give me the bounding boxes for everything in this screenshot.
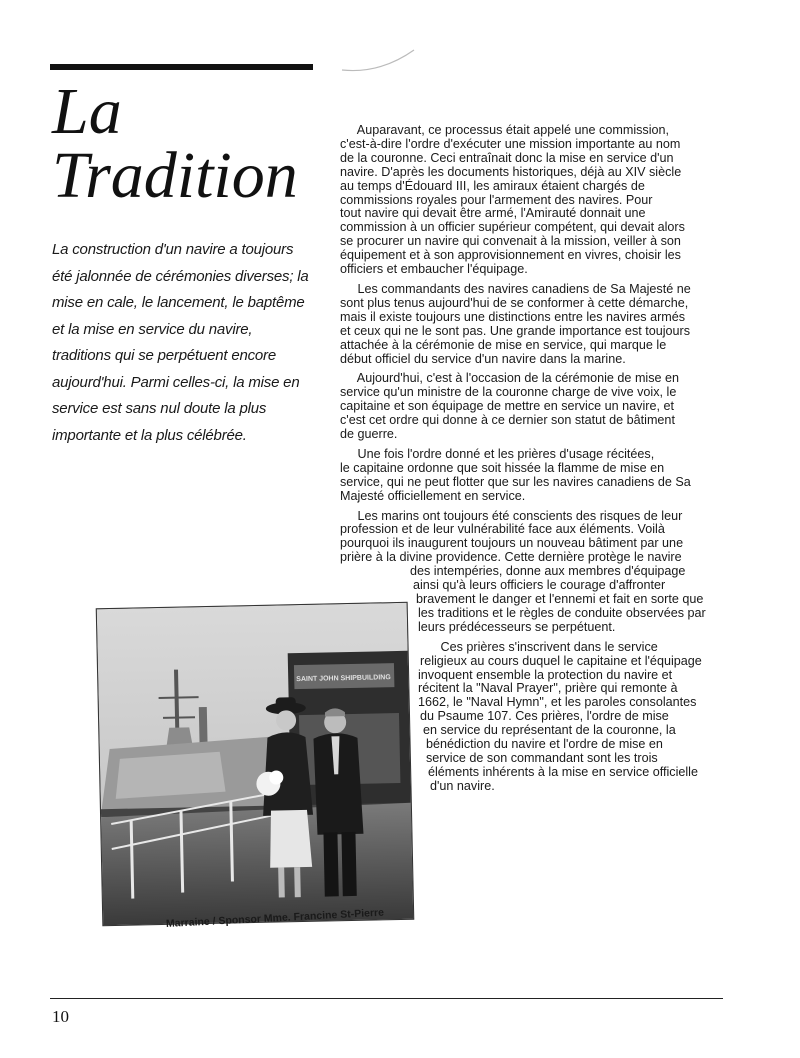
body-paragraph (340, 124, 725, 277)
body-line: 1662, le "Naval Hymn", et les paroles consolantes (418, 695, 697, 710)
body-line: commission à un officier supérieur compétent, qui devait alors (340, 220, 685, 235)
title-line-2: Tradition (52, 139, 298, 212)
body-line: en service du représentant de la couronne, la (423, 723, 676, 738)
body-line: du Psaume 107. Ces prières, l'ordre de mise (420, 709, 669, 724)
body-line: de la couronne. Ceci entraînait donc la mise en service d'un (340, 150, 674, 165)
body-paragraph (340, 283, 725, 366)
body-paragraph (340, 448, 725, 504)
body-line: ainsi qu'à leurs officiers le courage d'affronter (413, 578, 666, 593)
body-line: service qu'un ministre de la couronne charge de vive voix, le (340, 385, 677, 400)
body-line: équipement et à son approvisionnement en vivres, choisir les (340, 248, 681, 263)
body-line: commissions royales pour l'armement des navires. Pour (340, 192, 653, 207)
body-line: Les marins ont toujours été conscients des risques de leur (340, 508, 683, 523)
body-line: Auparavant, ce processus était appelé une commission, (340, 123, 670, 137)
body-line: profession et de leur vulnérabilité face aux éléments. Voilà (340, 522, 665, 537)
body-line: le capitaine ordonne que soit hissée la flamme de mise en (340, 460, 665, 475)
body-line: récitent la "Naval Prayer", prière qui remonte à (418, 681, 678, 696)
body-line: capitaine et son équipage de mettre en service un navire, et (340, 399, 674, 414)
body-line: d'un navire. (430, 778, 495, 793)
body-line: bénédiction du navire et l'ordre de mise en (426, 737, 663, 752)
intro-paragraph: La construction d'un navire a toujours été jalonnée de cérémonies diverses; la mise en cale, le lancement, le baptême et la mise en service du navire, traditions qui se perpétuent encore aujourd'hui. Parmi celles-ci, la mise en service est sans nul doute la plus importante et la plus célébrée. (52, 241, 309, 444)
decorative-stroke-mark (340, 40, 430, 80)
body-line: service de son commandant sont les trois (426, 750, 658, 765)
body-line: les traditions et le règles de conduite observées par (418, 605, 706, 620)
body-line: service, qui ne peut flotter que sur les navires canadiens de Sa (340, 474, 691, 489)
body-line: se procurer un navire qui convenait à la mission, veiller à son (340, 234, 681, 249)
body-line: leurs prédécesseurs se perpétuent. (418, 619, 616, 634)
body-line: pourquoi ils inaugurent toujours un nouveau bâtiment par une (340, 536, 684, 551)
body-line: invoquent ensemble la protection du navire et (418, 667, 673, 682)
page-title (52, 75, 342, 212)
body-line: mais il existe toujours une distinctions entre les navires armés (340, 309, 686, 324)
body-paragraph (340, 372, 725, 442)
body-line: sont plus tenus aujourd'hui de se conformer à cette démarche, (340, 295, 689, 310)
body-line: c'est cet ordre qui donne à ce dernier son statut de bâtiment (340, 413, 675, 428)
title-rule (50, 64, 313, 70)
body-line: Aujourd'hui, c'est à l'occasion de la cérémonie de mise en (340, 371, 680, 386)
shipyard-sign: SAINT JOHN SHIPBUILDING (296, 674, 391, 684)
body-line: officiers et embaucher l'équipage. (340, 262, 528, 277)
photo-illustration (97, 603, 414, 925)
body-line: Majesté officiellement en service. (340, 488, 526, 503)
body-line: début officiel du service d'un navire dans la marine. (340, 351, 626, 366)
body-line: des intempéries, donne aux membres d'équipage (410, 564, 686, 579)
body-line: de guerre. (340, 427, 398, 442)
footer-rule (50, 998, 723, 999)
body-line: Les commandants des navires canadiens de Sa Majesté ne (340, 281, 691, 296)
body-line: au temps d'Édouard III, les amiraux étaient chargés de (340, 178, 645, 193)
ceremony-photo (97, 603, 414, 925)
body-line: éléments inhérents à la mise en service officielle (428, 764, 698, 779)
body-line: c'est-à-dire l'ordre d'exécuter une mission importante au nom (340, 136, 681, 151)
body-line: bravement le danger et l'ennemi et fait en sorte que (416, 592, 704, 606)
body-line: et ceux qui ne le sont pas. Une grande importance est toujours (340, 323, 691, 338)
body-line: Ces prières s'inscrivent dans le service (423, 639, 658, 654)
body-line: prière à la divine providence. Cette dernière protège le navire (340, 550, 682, 565)
title-line-1: La (52, 75, 122, 148)
body-line: attachée à la cérémonie de mise en service, qui marque le (340, 337, 667, 352)
body-line: religieux au cours duquel le capitaine et l'équipage (420, 653, 702, 668)
body-line: navire. D'après les documents historiques, déjà au XIV siècle (340, 164, 682, 179)
body-line: Une fois l'ordre donné et les prières d'usage récitées, (340, 446, 655, 461)
body-line: tout navire qui devait être armé, l'Amirauté donnait une (340, 206, 646, 221)
page-number: 10 (52, 1007, 69, 1026)
photo-caption: Marraine / Sponsor Mme. Francine St-Pierre (165, 906, 385, 930)
